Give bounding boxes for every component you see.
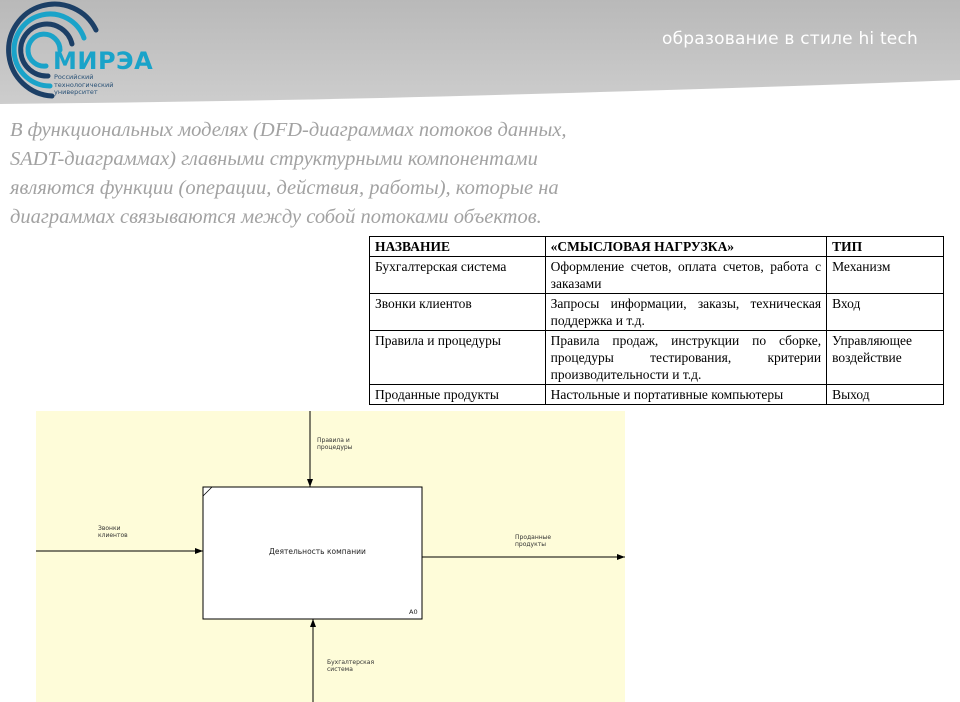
logo-subtitle: Российский технологический университет — [54, 73, 114, 96]
table-row — [370, 385, 944, 405]
cell-type: Выход — [827, 385, 944, 405]
logo-name: МИРЭА — [53, 47, 154, 75]
cell-type: Вход — [827, 294, 944, 331]
intro-paragraph: В функциональных моделях (DFD-диаграммах потоков данных, SADT-диаграммах) главными структурными компонентами являются функции (операции, действия, работы), которые на диаграммах связываются между собой потоками объектов. — [10, 119, 567, 228]
cell-meaning: Правила продаж, инструкции по сборке, процедуры тестирования, критерии производительности и т.д. — [545, 331, 826, 385]
cell-name: Проданные продукты — [370, 385, 546, 405]
column-header-name: НАЗВАНИЕ — [370, 237, 546, 257]
function-box-label: Деятельность компании — [269, 547, 366, 556]
control-label: Правила и процедуры — [317, 437, 353, 451]
header-band — [0, 0, 960, 104]
output-label: Проданные продукты — [515, 534, 552, 548]
cell-meaning: Оформление счетов, оплата счетов, работа с заказами — [545, 257, 826, 294]
table-row — [370, 257, 944, 294]
cell-name: Звонки клиентов — [370, 294, 546, 331]
cell-meaning: Запросы информации, заказы, техническая поддержка и т.д. — [545, 294, 826, 331]
cell-meaning: Настольные и портативные компьютеры — [545, 385, 826, 405]
cell-type: Управляющее воздействие — [827, 331, 944, 385]
column-header-meaning: «СМЫСЛОВАЯ НАГРУЗКА» — [545, 237, 826, 257]
table-row — [370, 331, 944, 385]
roles-table — [369, 236, 944, 405]
mechanism-label: Бухгалтерская система — [327, 659, 375, 673]
table-row — [370, 294, 944, 331]
cell-name: Правила и процедуры — [370, 331, 546, 385]
table-header-row — [370, 237, 944, 257]
cell-type: Механизм — [827, 257, 944, 294]
box-id-label: A0 — [409, 608, 418, 616]
cell-name: Бухгалтерская система — [370, 257, 546, 294]
column-header-type: ТИП — [827, 237, 944, 257]
header-slogan: образование в стиле hi tech — [662, 29, 918, 49]
input-label: Звонки клиентов — [98, 525, 128, 539]
idef0-diagram — [36, 411, 625, 702]
university-logo — [0, 0, 170, 104]
